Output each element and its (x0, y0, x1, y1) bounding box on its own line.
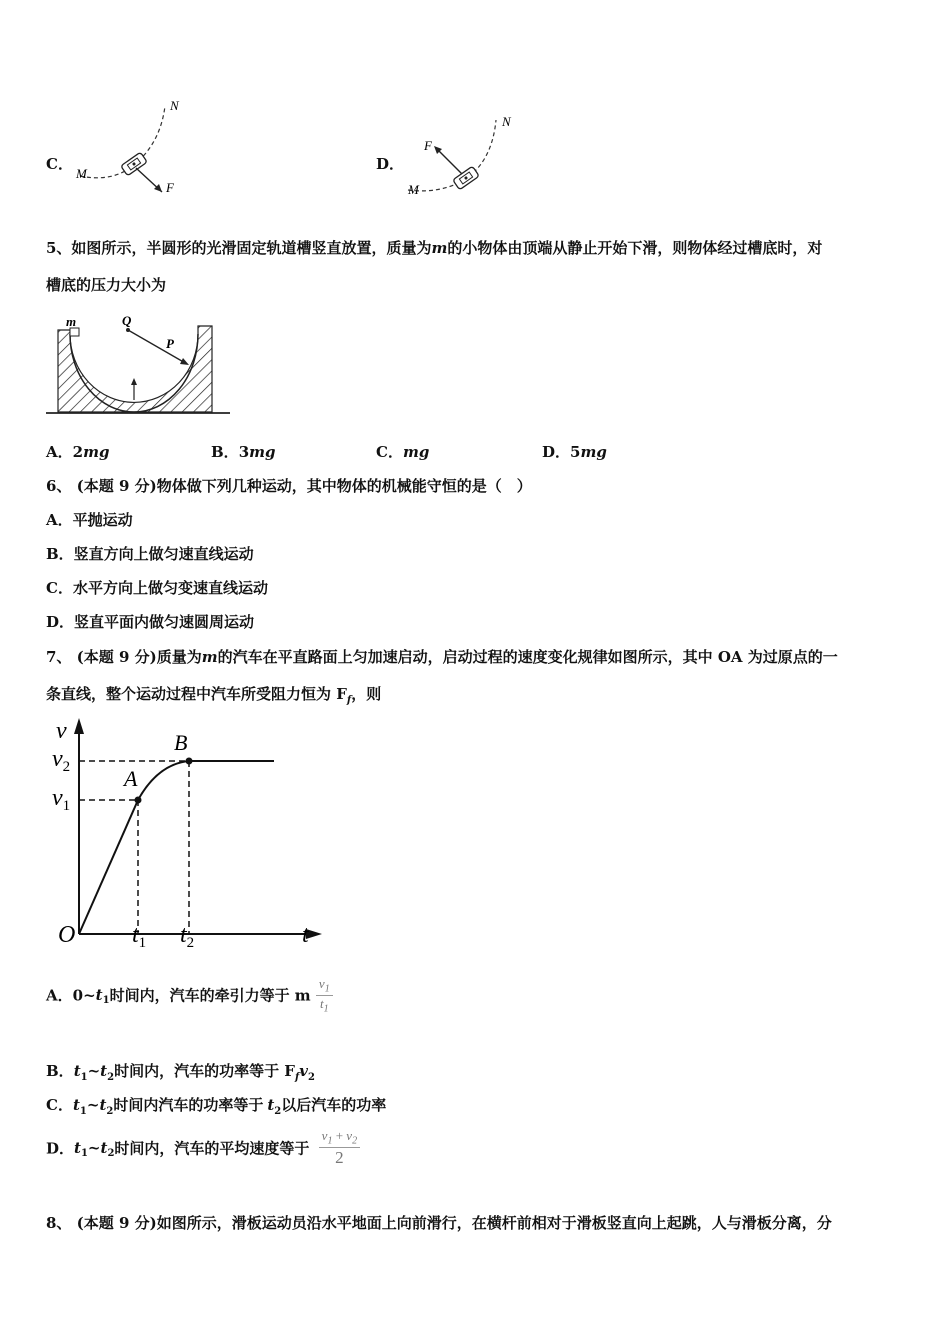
q4-fig-c-f: F (166, 180, 174, 195)
q7-option-a[interactable]: A．$0\sim t_1$时间内，汽车的牵引力等于 m $\frac{v_1}{t_1}$ (46, 976, 333, 1014)
q6-option-c[interactable]: C．水平方向上做匀变速直线运动 (46, 579, 268, 597)
q4-figure-d (400, 112, 530, 202)
q7-option-c[interactable]: C．$t_1\sim t_2$时间内汽车的功率等于 $t_2$以后汽车的功率 (46, 1096, 387, 1117)
q6-stem: 6、 (本题 9 分)物体做下列几种运动，其中物体的机械能守恒的是（ ） (46, 477, 532, 495)
q7-label-v2: $v_2$ (52, 746, 71, 775)
q5-option-c[interactable]: C．mg (376, 443, 430, 461)
q4-option-c-label[interactable]: C． (46, 155, 73, 173)
q4-fig-d-f: F (424, 138, 432, 153)
q4-figure-c (70, 96, 190, 206)
q5-fig-m: m (66, 314, 77, 329)
q5-stem-line1: 5、如图所示，半圆形的光滑固定轨道槽竖直放置，质量为m的小物体由顶端从静止开始下滑，则物体经过槽底时，对 (46, 239, 823, 257)
q5-option-d[interactable]: D．5mg (542, 443, 607, 461)
q7-option-b[interactable]: B．$t_1\sim t_2$时间内，汽车的功率等于 $F_fv_2$ (46, 1062, 315, 1083)
q5-option-b[interactable]: B．3mg (211, 443, 276, 461)
q5-option-a[interactable]: A．2mg (46, 443, 110, 461)
q7-point-a: A (124, 766, 138, 791)
q7-axis-t: t (302, 922, 309, 948)
q5-fig-p: P (166, 336, 174, 351)
q5-fig-q: Q (122, 313, 132, 328)
q5-stem-line2: 槽底的压力大小为 (46, 276, 167, 294)
q7-label-t2: $t_2$ (180, 922, 195, 951)
q5-figure (44, 312, 234, 424)
q7-axis-v: v (56, 718, 67, 744)
q7-stem-line2: 条直线，整个运动过程中汽车所受阻力恒为 $F_f$，则 (46, 685, 382, 706)
q7-option-d[interactable]: D．$t_1\sim t_2$时间内，汽车的平均速度等于 $\frac{v_1 + v_2}{2}$ (46, 1128, 360, 1168)
q7-vt-graph (46, 712, 336, 957)
q4-fig-c-n: N (170, 98, 179, 113)
q7-option-d-fraction: $\frac{v_1 + v_2}{2}$ (319, 1128, 360, 1168)
q7-option-a-fraction: $\frac{v_1}{t_1}$ (316, 976, 333, 1014)
q7-label-t1: $t_1$ (132, 922, 147, 951)
q6-option-d[interactable]: D．竖直平面内做匀速圆周运动 (46, 613, 255, 631)
q6-option-a[interactable]: A．平抛运动 (46, 511, 133, 529)
q4-fig-d-n: N (502, 114, 511, 129)
q8-stem-line1: 8、 (本题 9 分)如图所示，滑板运动员沿水平地面上向前滑行，在横杆前相对于滑板竖直向上起跳，人与滑板分离，分 (46, 1214, 832, 1232)
q6-option-b[interactable]: B．竖直方向上做匀速直线运动 (46, 545, 254, 563)
q7-point-b: B (174, 730, 188, 755)
q7-label-v1: $v_1$ (52, 785, 71, 814)
q7-stem-line1: 7、 (本题 9 分)质量为m的汽车在平直路面上匀加速启动，启动过程的速度变化规律如图所示，其中 OA 为过原点的一 (46, 648, 838, 666)
q4-option-d-label[interactable]: D． (376, 155, 405, 173)
q4-fig-c-m: M (76, 166, 87, 181)
q7-origin-o: O (58, 922, 76, 948)
q4-fig-d-m: M (408, 182, 419, 197)
